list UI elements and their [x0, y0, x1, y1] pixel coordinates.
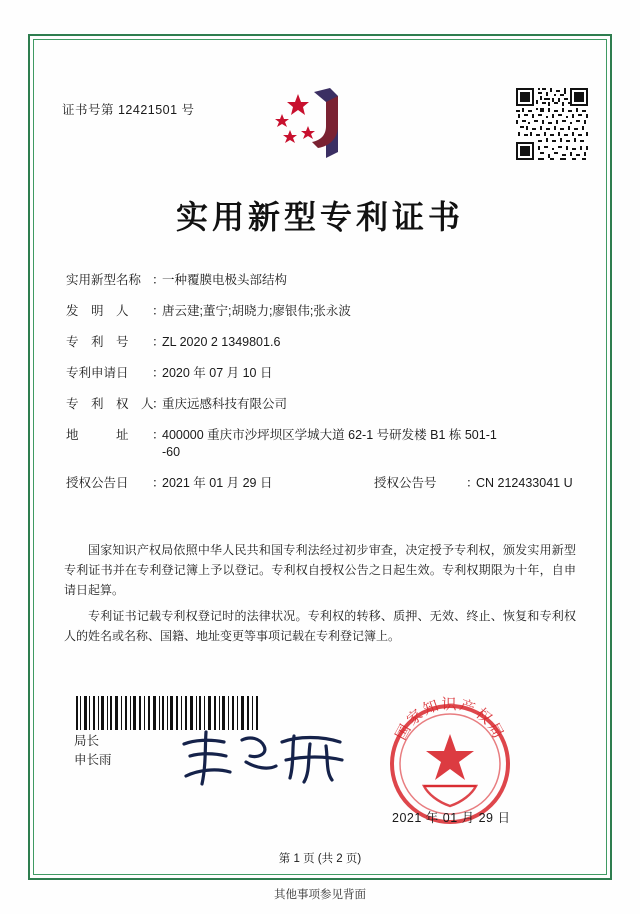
field-colon: ：	[152, 304, 165, 318]
border-corner-top-right	[586, 34, 612, 60]
director-title-label: 局长	[74, 734, 100, 748]
field-value: 2021 年 01 月 29 日	[162, 476, 273, 490]
field-colon: ：	[152, 366, 165, 380]
field-row-patent-number	[66, 334, 576, 351]
address-line-1: 400000 重庆市沙坪坝区学城大道 62-1 号研发楼 B1 栋 501-1	[162, 428, 497, 442]
page-count: 第 1 页 (共 2 页)	[278, 853, 362, 865]
field-colon: ：	[152, 273, 165, 287]
field-row-address	[66, 427, 576, 461]
field-value: 2020 年 07 月 10 日	[162, 366, 273, 380]
svg-text:国家知识产权局: 国家知识产权局	[391, 694, 509, 744]
certificate-fields	[66, 272, 576, 506]
field-row-patentee	[66, 396, 576, 413]
legal-paragraph-1: 国家知识产权局依照中华人民共和国专利法经过初步审查，决定授予专利权，颁发实用新型专利证书并在专利登记簿上予以登记。专利权自授权公告之日起生效。专利权期限为十年，自申请日起算。	[64, 543, 576, 597]
legal-paragraph-2: 专利证书记载专利权登记时的法律状况。专利权的转移、质押、无效、终止、恢复和专利权人的姓名或名称、国籍、地址变更等事项记载在专利登记簿上。	[64, 609, 576, 643]
field-colon: ：	[152, 476, 165, 490]
field-label: 专 利 权 人	[66, 397, 154, 411]
field-subcolon: ：	[466, 476, 479, 490]
field-value: 唐云建;董宁;胡晓力;廖银伟;张永波	[162, 304, 351, 318]
field-sublabel: 授权公告号	[374, 476, 437, 490]
director-signature	[176, 726, 356, 790]
field-label: 发 明 人	[66, 304, 129, 318]
field-label: 实用新型名称	[66, 273, 142, 287]
director-name-label: 申长雨	[74, 753, 112, 767]
field-value	[162, 427, 576, 461]
field-row-grant-announcement	[66, 475, 576, 492]
field-label: 授权公告日	[66, 476, 129, 490]
field-label: 专利申请日	[66, 366, 129, 380]
field-row-inventors	[66, 303, 576, 320]
barcode	[74, 696, 260, 730]
address-line-2: -60	[162, 445, 181, 459]
field-row-utility-model-name	[66, 272, 576, 289]
qr-code	[516, 88, 588, 160]
page-title: 实用新型专利证书	[175, 198, 464, 236]
director-block	[74, 732, 112, 770]
footer-note: 其他事项参见背面	[274, 889, 366, 901]
cnipa-logo-icon	[268, 86, 372, 164]
field-value: 一种覆膜电极头部结构	[162, 273, 288, 287]
border-corner-top-left	[28, 34, 54, 60]
seal-date: 2021 年 01 月 29 日	[392, 811, 511, 825]
certificate-number: 证书号第 12421501 号	[62, 103, 195, 117]
field-colon: ：	[152, 428, 165, 442]
field-subvalue: CN 212433041 U	[476, 476, 573, 490]
field-label: 专 利 号	[66, 335, 129, 349]
field-value: 重庆远感科技有限公司	[162, 397, 288, 411]
field-value: ZL 2020 2 1349801.6	[162, 335, 281, 349]
field-colon: ：	[152, 335, 165, 349]
field-colon: ：	[152, 397, 165, 411]
field-label: 地 址	[66, 428, 129, 442]
legal-text	[64, 540, 576, 652]
field-row-application-date	[66, 365, 576, 382]
